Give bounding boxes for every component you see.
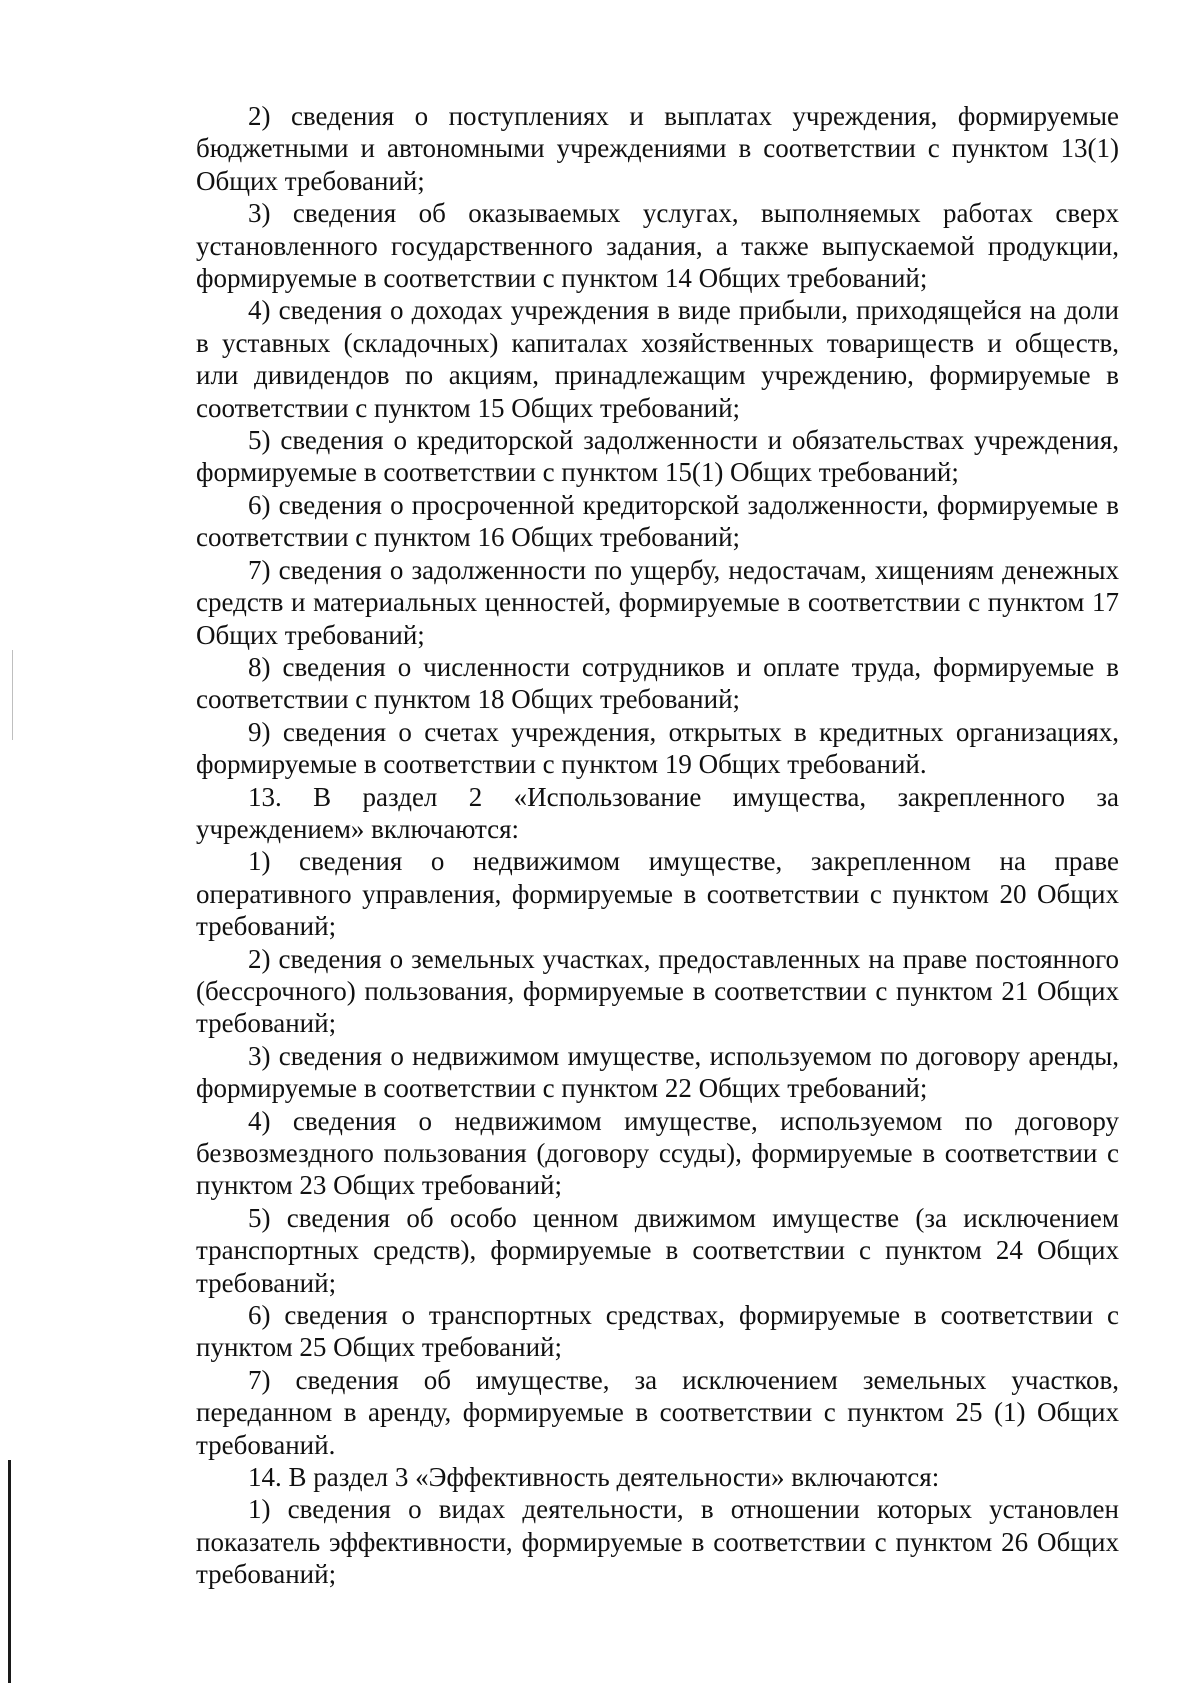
paragraph-8-staff: 8) сведения о численности сотрудников и оплате труда, формируемые в соответствии с пунктом 18 Общих требований; (196, 651, 1119, 715)
paragraph-13-2-land: 2) сведения о земельных участках, предоставленных на праве постоянного (бессрочного) пользования, формируемые в соответствии с пунктом 21 Общих требований; (196, 943, 1119, 1039)
paragraph-13-1-real-estate: 1) сведения о недвижимом имуществе, закрепленном на праве оперативного управления, формируемые в соответствии с пунктом 20 Общих требований; (196, 846, 1119, 942)
paragraph-13-5-movable-property: 5) сведения об особо ценном движимом имуществе (за исключением транспортных средств), формируемые в соответствии с пунктом 24 Общих требований; (196, 1202, 1119, 1298)
paragraph-9-accounts: 9) сведения о счетах учреждения, открытых в кредитных организациях, формируемые в соответствии с пунктом 19 Общих требований. (196, 716, 1119, 780)
paragraph-3-services: 3) сведения об оказываемых услугах, выполняемых работах сверх установленного государственного задания, а также выпускаемой продукции, формируемые в соответствии с пунктом 14 Общих требований; (196, 198, 1119, 294)
paragraph-13-3-lease: 3) сведения о недвижимом имуществе, используемом по договору аренды, формируемые в соответствии с пунктом 22 Общих требований; (196, 1040, 1119, 1104)
paragraph-13-4-free-use: 4) сведения о недвижимом имуществе, используемом по договору безвозмездного пользования (договору ссуды), формируемые в соответствии с пунктом 23 Общих требований; (196, 1105, 1119, 1201)
scan-edge-mark (8, 1460, 11, 1683)
paragraph-4-profit-income: 4) сведения о доходах учреждения в виде прибыли, приходящейся на доли в уставных (складочных) капиталах хозяйственных товариществ и обществ, или дивидендов по акциям, принадлежащим учреждению, формируемые в соответствии с пунктом 15 Общих требований; (196, 295, 1119, 423)
document-body (196, 100, 1119, 1591)
paragraph-13-6-vehicles: 6) сведения о транспортных средствах, формируемые в соответствии с пунктом 25 Общих требований; (196, 1300, 1119, 1363)
paragraph-7-damage-debt: 7) сведения о задолженности по ущербу, недостачам, хищениям денежных средств и материальных ценностей, формируемые в соответствии с пунктом 17 Общих требований; (196, 554, 1119, 650)
paragraph-2-income-payments: 2) сведения о поступлениях и выплатах учреждения, формируемые бюджетными и автономными учреждениями в соответствии с пунктом 13(1) Общих требований; (196, 101, 1119, 196)
section-14-heading: 14. В раздел 3 «Эффективность деятельности» включаются: (248, 1462, 940, 1493)
scan-artifact (12, 650, 13, 740)
paragraph-5-creditor-debt: 5) сведения о кредиторской задолженности и обязательствах учреждения, формируемые в соответствии с пунктом 15(1) Общих требований; (196, 425, 1119, 488)
paragraph-13-7-leased-property: 7) сведения об имуществе, за исключением земельных участков, переданном в аренду, формируемые в соответствии с пунктом 25 (1) Общих требований. (196, 1364, 1119, 1460)
paragraph-14-1-activity-types: 1) сведения о видах деятельности, в отношении которых установлен показатель эффективности, формируемые в соответствии с пунктом 26 Общих требований; (196, 1494, 1119, 1590)
paragraph-6-overdue-debt: 6) сведения о просроченной кредиторской задолженности, формируемые в соответствии с пунктом 16 Общих требований; (196, 489, 1119, 553)
section-13-heading: 13. В раздел 2 «Использование имущества, закрепленного за учреждением» включаются: (196, 781, 1119, 844)
